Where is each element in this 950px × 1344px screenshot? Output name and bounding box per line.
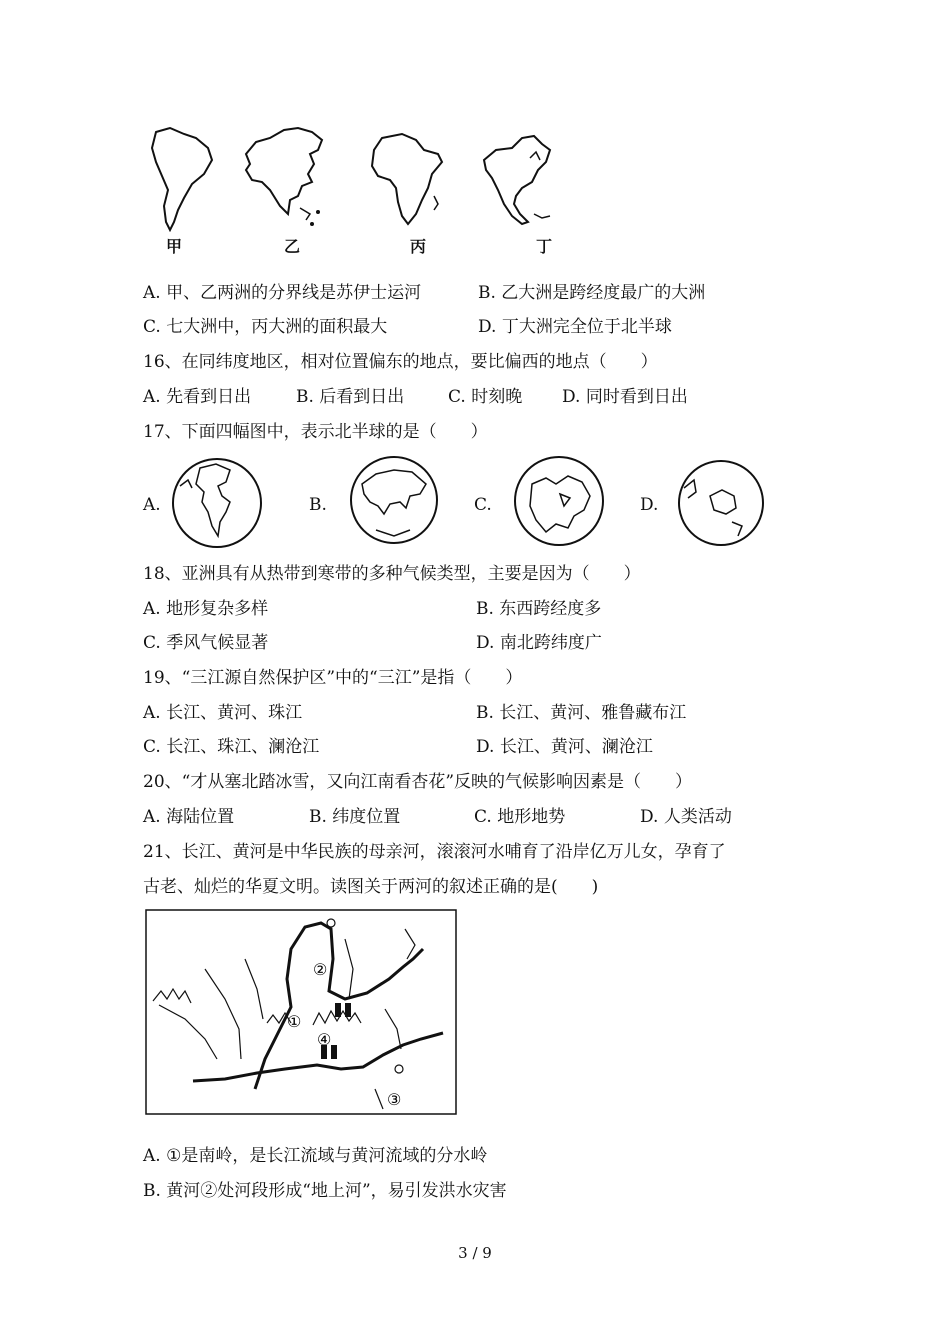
q15-option-c: C. 七大洲中，丙大洲的面积最大 [143, 317, 388, 337]
river-map [145, 909, 457, 1115]
q15-option-a: A. 甲、乙两洲的分界线是苏伊士运河 [143, 283, 422, 303]
q16-stem: 16、在同纬度地区，相对位置偏东的地点，要比偏西的地点（ ） [143, 352, 658, 372]
q20-option-a: A. 海陆位置 [143, 807, 235, 827]
q21-stem-line1: 21、长江、黄河是中华民族的母亲河，滚滚河水哺育了沿岸亿万儿女，孕育了 [143, 842, 726, 862]
q18-option-b: B. 东西跨经度多 [476, 599, 602, 619]
map-label-2: ② [313, 960, 328, 979]
q15-option-d: D. 丁大洲完全位于北半球 [478, 317, 672, 337]
continent-label-bing: 丙 [410, 237, 427, 256]
globe-a [170, 456, 264, 550]
continent-label-yi: 乙 [284, 237, 301, 256]
q19-option-b: B. 长江、黄河、雅鲁藏布江 [476, 703, 687, 723]
q20-stem: 20、“才从塞北踏冰雪，又向江南看杏花”反映的气候影响因素是（ ） [143, 772, 693, 792]
continent-label-ding: 丁 [536, 237, 553, 256]
q18-option-d: D. 南北跨纬度广 [476, 633, 602, 653]
globe-d [676, 458, 766, 548]
q20-option-c: C. 地形地势 [474, 807, 566, 827]
continent-figure-yi [240, 124, 326, 230]
globe-c [512, 454, 606, 548]
q21-stem-line2: 古老、灿烂的华夏文明。读图关于两河的叙述正确的是( ) [143, 877, 599, 897]
q20-option-d: D. 人类活动 [640, 807, 732, 827]
map-label-1: ① [287, 1012, 302, 1031]
q17-option-a-letter: A. [143, 495, 161, 515]
q19-option-a: A. 长江、黄河、珠江 [143, 703, 303, 723]
q16-option-a: A. 先看到日出 [143, 387, 252, 407]
page-number: 3 / 9 [458, 1244, 492, 1262]
q17-option-c-letter: C. [474, 495, 492, 515]
q17-stem: 17、下面四幅图中，表示北半球的是（ ） [143, 422, 488, 442]
q21-option-a: A. ①是南岭，是长江流域与黄河流域的分水岭 [143, 1146, 488, 1166]
continent-label-jia: 甲 [166, 237, 183, 256]
q17-option-b-letter: B. [309, 495, 327, 515]
q15-option-b: B. 乙大洲是跨经度最广的大洲 [478, 283, 706, 303]
q18-option-c: C. 季风气候显著 [143, 633, 269, 653]
q16-option-d: D. 同时看到日出 [562, 387, 688, 407]
map-label-3: ③ [387, 1090, 402, 1109]
q19-option-d: D. 长江、黄河、澜沧江 [476, 737, 653, 757]
q21-option-b: B. 黄河②处河段形成“地上河”，易引发洪水灾害 [143, 1181, 507, 1201]
q16-option-b: B. 后看到日出 [296, 387, 405, 407]
continent-figure-jia [148, 126, 216, 232]
continent-figure-ding [476, 130, 560, 228]
globe-b [348, 454, 440, 546]
q20-option-b: B. 纬度位置 [309, 807, 401, 827]
continent-figure-bing [368, 130, 446, 228]
q18-option-a: A. 地形复杂多样 [143, 599, 269, 619]
q17-option-d-letter: D. [640, 495, 659, 515]
q16-option-c: C. 时刻晚 [448, 387, 523, 407]
q19-stem: 19、“三江源自然保护区”中的“三江”是指（ ） [143, 668, 523, 688]
q19-option-c: C. 长江、珠江、澜沧江 [143, 737, 320, 757]
q18-stem: 18、亚洲具有从热带到寒带的多种气候类型，主要是因为（ ） [143, 564, 641, 584]
map-label-4: ④ [317, 1030, 332, 1049]
